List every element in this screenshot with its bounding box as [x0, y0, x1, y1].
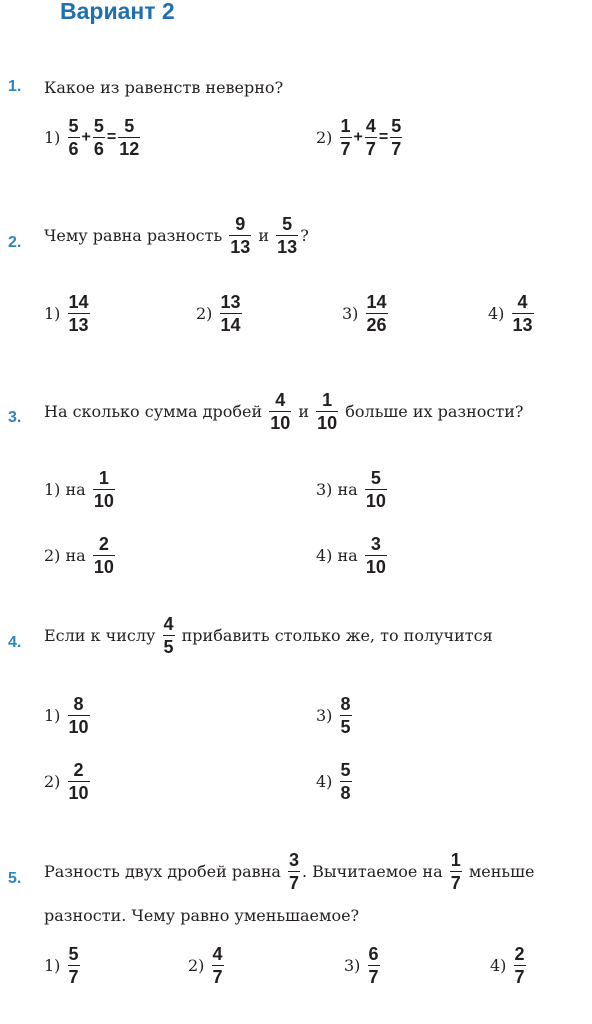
text: больше их разности? [345, 402, 524, 421]
numerator: 1 [98, 468, 109, 488]
denominator: 14 [220, 315, 241, 335]
option-label: 1) [44, 304, 61, 323]
option-label: 3) [344, 956, 361, 975]
numerator: 2 [514, 944, 525, 964]
plus-sign: + [353, 128, 363, 146]
denominator: 8 [340, 783, 351, 803]
numerator: 13 [220, 292, 241, 312]
numerator: 5 [282, 214, 293, 234]
fraction [68, 292, 90, 335]
denominator: 7 [340, 139, 351, 159]
numerator: 5 [68, 116, 79, 136]
q3-option-4 [316, 534, 389, 577]
fraction [512, 292, 534, 335]
denominator: 13 [230, 237, 251, 257]
numerator: 1 [450, 850, 461, 870]
denominator: 10 [68, 717, 89, 737]
denominator: 13 [68, 315, 89, 335]
denominator: 10 [365, 491, 386, 511]
option-label: 4) [488, 304, 505, 323]
question-text-5-line-2: разности. Чему равно уменьшаемое? [44, 906, 360, 925]
q2-option-3 [342, 292, 390, 335]
q5-option-1 [44, 944, 82, 987]
question-text-2 [44, 214, 309, 257]
fraction [365, 534, 387, 577]
q3-option-3 [316, 468, 389, 511]
fraction [366, 292, 388, 335]
q5-option-2 [188, 944, 226, 987]
fraction [93, 116, 105, 159]
q4-option-1 [44, 694, 92, 737]
question-number-4: 4. [8, 634, 22, 651]
option-label: 1) [44, 956, 61, 975]
denominator: 10 [68, 783, 89, 803]
q2-option-2 [196, 292, 244, 335]
option-label: 3) [316, 706, 333, 725]
q3-option-2 [44, 534, 117, 577]
text: На сколько сумма дробей [44, 402, 263, 421]
fraction [390, 116, 402, 159]
numerator: 5 [93, 116, 104, 136]
question-number-1: 1. [8, 78, 22, 95]
q2-option-1 [44, 292, 92, 335]
numerator: 4 [517, 292, 528, 312]
question-text-1: Какое из равенств неверно? [44, 78, 284, 97]
fraction [220, 292, 242, 335]
denominator: 7 [212, 967, 223, 987]
option-label: 4) [316, 772, 333, 791]
denominator: 10 [270, 413, 291, 433]
question-number-5: 5. [8, 870, 22, 887]
numerator: 8 [340, 694, 351, 714]
question-text-5 [44, 850, 534, 893]
denominator: 7 [450, 873, 461, 893]
variant-title: Вариант 2 [60, 0, 175, 24]
option-label: 1) на [44, 480, 86, 499]
option-label: 2) [44, 772, 61, 791]
denominator: 13 [512, 315, 533, 335]
option-label: 3) на [316, 480, 358, 499]
numerator: 5 [68, 944, 79, 964]
q5-option-3 [344, 944, 382, 987]
numerator: 4 [163, 614, 174, 634]
numerator: 14 [366, 292, 387, 312]
fraction [118, 116, 140, 159]
equals-sign: = [106, 128, 117, 146]
q4-option-3 [316, 694, 354, 737]
fraction [68, 944, 80, 987]
numerator: 3 [288, 850, 299, 870]
text: и [258, 226, 270, 245]
q5-option-4 [490, 944, 528, 987]
fraction [340, 694, 352, 737]
numerator: 1 [322, 390, 333, 410]
numerator: 1 [340, 116, 351, 136]
q4-option-4 [316, 760, 354, 803]
equals-sign: = [378, 128, 389, 146]
numerator: 3 [370, 534, 381, 554]
denominator: 7 [288, 873, 299, 893]
fraction [269, 390, 291, 433]
question-text-4 [44, 614, 493, 657]
fraction [93, 534, 115, 577]
numerator: 4 [275, 390, 286, 410]
option-label: 2) [196, 304, 213, 323]
denominator: 6 [68, 139, 79, 159]
option-label: 1) [44, 128, 61, 147]
q1-option-2 [316, 116, 404, 159]
fraction [276, 214, 298, 257]
numerator: 2 [98, 534, 109, 554]
denominator: 6 [93, 139, 104, 159]
text: ? [300, 226, 309, 245]
denominator: 10 [365, 557, 386, 577]
denominator: 10 [93, 491, 114, 511]
option-label: 4) [490, 956, 507, 975]
denominator: 12 [119, 139, 140, 159]
fraction [68, 760, 90, 803]
text: меньше [468, 862, 535, 881]
denominator: 10 [93, 557, 114, 577]
option-label: 2) [188, 956, 205, 975]
numerator: 4 [212, 944, 223, 964]
q3-option-1 [44, 468, 117, 511]
fraction [340, 760, 352, 803]
q4-option-2 [44, 760, 92, 803]
fraction [93, 468, 115, 511]
fraction [163, 614, 175, 657]
option-label: 3) [342, 304, 359, 323]
denominator: 26 [366, 315, 387, 335]
fraction [365, 468, 387, 511]
option-label: 2) на [44, 546, 86, 565]
denominator: 7 [368, 967, 379, 987]
numerator: 5 [391, 116, 402, 136]
numerator: 5 [340, 760, 351, 780]
question-number-2: 2. [8, 234, 22, 251]
denominator: 7 [391, 139, 402, 159]
plus-sign: + [81, 128, 91, 146]
text: Чему равна разность [44, 226, 223, 245]
q1-option-1 [44, 116, 142, 159]
fraction [450, 850, 462, 893]
text: и [298, 402, 310, 421]
numerator: 5 [124, 116, 135, 136]
option-label: 2) [316, 128, 333, 147]
denominator: 7 [365, 139, 376, 159]
denominator: 5 [340, 717, 351, 737]
numerator: 5 [370, 468, 381, 488]
q2-option-4 [488, 292, 536, 335]
text: Разность двух дробей равна [44, 862, 281, 881]
option-label: 4) на [316, 546, 358, 565]
fraction [514, 944, 526, 987]
option-label: 1) [44, 706, 61, 725]
numerator: 8 [73, 694, 84, 714]
fraction [68, 116, 80, 159]
fraction [288, 850, 300, 893]
numerator: 9 [235, 214, 246, 234]
numerator: 14 [68, 292, 89, 312]
fraction [229, 214, 251, 257]
fraction [68, 694, 90, 737]
text: Если к числу [44, 626, 156, 645]
denominator: 10 [317, 413, 338, 433]
denominator: 7 [514, 967, 525, 987]
question-number-3: 3. [8, 409, 22, 426]
text: прибавить столько же, то получится [181, 626, 493, 645]
numerator: 4 [365, 116, 376, 136]
fraction [212, 944, 224, 987]
numerator: 6 [368, 944, 379, 964]
question-text-3 [44, 390, 523, 433]
fraction [365, 116, 377, 159]
fraction [316, 390, 338, 433]
numerator: 2 [73, 760, 84, 780]
text: . Вычитаемое на [302, 862, 443, 881]
fraction [340, 116, 352, 159]
denominator: 7 [68, 967, 79, 987]
denominator: 5 [163, 637, 174, 657]
fraction [368, 944, 380, 987]
denominator: 13 [277, 237, 298, 257]
